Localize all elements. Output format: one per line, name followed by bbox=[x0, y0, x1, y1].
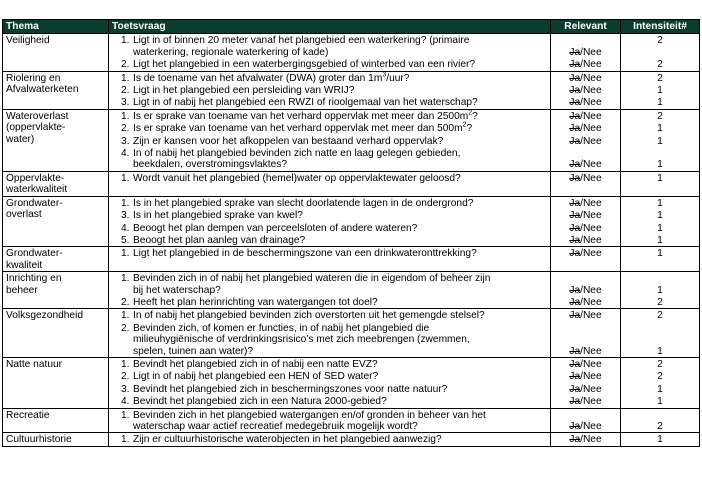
intensiteit-cell bbox=[621, 357, 700, 370]
question-cell bbox=[109, 109, 551, 122]
intensiteit-value: 1 bbox=[657, 123, 663, 135]
intensiteit-value: 1 bbox=[657, 434, 663, 446]
question-cell bbox=[109, 84, 551, 96]
intensiteit-value: 1 bbox=[657, 159, 663, 171]
question-cell bbox=[109, 357, 551, 370]
question-text: 4. Bevindt het plangebied zich in een Natura 2000-gebied? bbox=[121, 396, 387, 408]
question-number: 1. bbox=[121, 310, 130, 322]
relevant-cell bbox=[551, 122, 621, 134]
question-number: 1. bbox=[121, 35, 130, 47]
thema-cell bbox=[3, 357, 109, 408]
header-relevant: Relevant bbox=[551, 20, 621, 34]
relevant-answer bbox=[569, 97, 601, 108]
table-row bbox=[3, 309, 700, 322]
relevant-answer bbox=[569, 384, 601, 395]
header-row bbox=[3, 20, 700, 34]
question-number: 1. bbox=[121, 248, 130, 260]
relevant-cell bbox=[551, 408, 621, 433]
thema-label: Grondwater- bbox=[6, 197, 63, 209]
intensiteit-value: 1 bbox=[657, 135, 663, 147]
answer-ja-struck: Ja bbox=[569, 371, 581, 383]
header-thema: Thema bbox=[3, 20, 109, 34]
answer-nee: /Nee bbox=[580, 396, 602, 408]
relevant-answer bbox=[569, 235, 601, 246]
answer-ja-struck: Ja bbox=[569, 383, 581, 395]
relevant-cell bbox=[551, 296, 621, 309]
relevant-cell bbox=[551, 71, 621, 84]
answer-ja-struck: Ja bbox=[569, 72, 581, 84]
question-cell bbox=[109, 296, 551, 309]
intensiteit-cell bbox=[621, 234, 700, 247]
thema-cell bbox=[3, 196, 109, 247]
thema-label: Oppervlakte- bbox=[6, 172, 65, 184]
relevant-cell bbox=[551, 370, 621, 382]
answer-nee: /Nee bbox=[580, 72, 602, 84]
intensiteit-cell bbox=[621, 109, 700, 122]
answer-ja-struck: Ja bbox=[569, 310, 581, 322]
answer-nee: /Nee bbox=[580, 383, 602, 395]
intensiteit-cell bbox=[621, 196, 700, 209]
answer-nee: /Nee bbox=[580, 371, 602, 383]
spacer bbox=[554, 334, 617, 345]
table-row bbox=[3, 171, 700, 196]
answer-ja-struck: Ja bbox=[569, 222, 581, 234]
relevant-answer bbox=[569, 59, 601, 70]
thema-cell bbox=[3, 34, 109, 71]
question-number: 2. bbox=[121, 59, 130, 71]
answer-nee: /Nee bbox=[580, 234, 602, 246]
question-text: 1. Is er sprake van toename van het verhard oppervlak met meer dan $2500m^2$? bbox=[121, 109, 478, 122]
answer-ja-struck: Ja bbox=[569, 97, 581, 109]
question-cell bbox=[109, 433, 551, 446]
intensiteit-cell bbox=[621, 122, 700, 134]
question-text-continued: milieuhygiënische of verdrinkingsrisico’s met zich meebrengen (zwemmen, bbox=[133, 334, 470, 346]
question-text: 1. Is in het plangebied sprake van slecht doorlatende lagen in de ondergrond? bbox=[121, 197, 474, 209]
intensiteit-value: 1 bbox=[657, 248, 663, 260]
relevant-answer bbox=[569, 85, 601, 96]
intensiteit-cell bbox=[621, 370, 700, 382]
intensiteit-cell bbox=[621, 272, 700, 296]
intensiteit-cell bbox=[621, 147, 700, 171]
table-row bbox=[3, 357, 700, 370]
toets-table bbox=[2, 19, 700, 447]
question-cell bbox=[109, 272, 551, 296]
thema-cell bbox=[3, 171, 109, 196]
answer-nee: /Nee bbox=[580, 210, 602, 222]
intensiteit-cell bbox=[621, 395, 700, 408]
thema-label: overlast bbox=[6, 209, 42, 221]
relevant-answer bbox=[569, 359, 601, 370]
question-number: 4. bbox=[121, 396, 130, 408]
toets-table-container bbox=[2, 19, 699, 447]
question-cell bbox=[109, 370, 551, 382]
answer-ja-struck: Ja bbox=[569, 85, 581, 97]
relevant-cell bbox=[551, 196, 621, 209]
question-number: 3. bbox=[121, 135, 130, 147]
answer-ja-struck: Ja bbox=[569, 248, 581, 260]
question-text: 1. Ligt het plangebied in de beschermingszone van een drinkwateronttrekking? bbox=[121, 248, 477, 260]
intensiteit-value: 2 bbox=[657, 371, 663, 383]
relevant-cell bbox=[551, 357, 621, 370]
relevant-answer bbox=[569, 111, 601, 122]
question-cell bbox=[109, 96, 551, 109]
answer-ja-struck: Ja bbox=[569, 159, 581, 171]
question-text: 5. Beoogt het plan aanleg van drainage? bbox=[121, 234, 306, 246]
relevant-cell bbox=[551, 222, 621, 234]
relevant-answer bbox=[569, 73, 601, 84]
question-number: 4. bbox=[121, 222, 130, 234]
intensiteit-cell bbox=[621, 322, 700, 358]
question-text: 1. Bevindt het plangebied zich in of nabij een natte EVZ? bbox=[121, 358, 378, 370]
thema-label: Grondwater- bbox=[6, 248, 63, 260]
thema-label: water) bbox=[6, 133, 35, 145]
thema-label: beheer bbox=[6, 284, 38, 296]
intensiteit-cell bbox=[621, 247, 700, 272]
table-body bbox=[3, 34, 700, 446]
relevant-answer bbox=[569, 223, 601, 234]
table-row bbox=[3, 433, 700, 446]
question-cell bbox=[109, 58, 551, 71]
thema-label: Riolering en bbox=[6, 72, 61, 84]
question-cell bbox=[109, 408, 551, 433]
intensiteit-cell bbox=[621, 408, 700, 433]
answer-ja-struck: Ja bbox=[569, 284, 581, 296]
answer-nee: /Nee bbox=[580, 222, 602, 234]
relevant-cell bbox=[551, 96, 621, 109]
question-cell bbox=[109, 34, 551, 58]
question-number: 1. bbox=[121, 110, 130, 122]
question-text: 3. Zijn er kansen voor het afkoppelen van bestaand verhard oppervlak? bbox=[121, 135, 444, 147]
spacer bbox=[554, 323, 617, 334]
intensiteit-cell bbox=[621, 383, 700, 395]
intensiteit-value: 1 bbox=[657, 383, 663, 395]
spacer bbox=[554, 410, 617, 421]
question-text: 4. In of nabij het plangebied bevinden zich natte en laag gelegen gebieden, bbox=[121, 148, 461, 160]
relevant-answer bbox=[569, 371, 601, 382]
relevant-cell bbox=[551, 58, 621, 71]
intensiteit-value: 2 bbox=[657, 35, 663, 47]
question-cell bbox=[109, 322, 551, 358]
answer-nee: /Nee bbox=[580, 420, 602, 432]
question-number: 1. bbox=[121, 409, 130, 421]
answer-nee: /Nee bbox=[580, 123, 602, 135]
intensiteit-cell bbox=[621, 309, 700, 322]
question-text-continued: waterschap waar actief recreatief medegebruik mogelijk wordt? bbox=[133, 421, 418, 432]
intensiteit-value: 2 bbox=[657, 358, 663, 370]
relevant-answer bbox=[569, 421, 601, 432]
relevant-answer bbox=[569, 47, 601, 58]
spacer bbox=[554, 273, 617, 284]
relevant-cell bbox=[551, 322, 621, 358]
header-intensiteit: Intensiteit# bbox=[621, 20, 700, 34]
question-text-continued: spelen, tuinen aan water)? bbox=[133, 345, 254, 357]
question-text-continued: bij het waterschap? bbox=[133, 284, 221, 296]
spacer bbox=[624, 148, 696, 159]
question-number: 3. bbox=[121, 383, 130, 395]
question-cell bbox=[109, 209, 551, 221]
intensiteit-value: 2 bbox=[657, 296, 663, 308]
answer-ja-struck: Ja bbox=[569, 234, 581, 246]
intensiteit-cell bbox=[621, 34, 700, 58]
relevant-answer bbox=[569, 248, 601, 259]
relevant-cell bbox=[551, 433, 621, 446]
relevant-cell bbox=[551, 234, 621, 247]
question-number: 2. bbox=[121, 371, 130, 383]
intensiteit-value: 1 bbox=[657, 234, 663, 246]
answer-nee: /Nee bbox=[580, 345, 602, 357]
relevant-answer bbox=[569, 310, 601, 321]
spacer bbox=[624, 323, 696, 334]
relevant-cell bbox=[551, 395, 621, 408]
question-text: 3. Ligt in of nabij het plangebied een RWZI of rioolgemaal van het waterschap? bbox=[121, 97, 478, 109]
question-number: 3. bbox=[121, 210, 130, 222]
question-text: 2. Heeft het plan herinrichting van watergangen tot doel? bbox=[121, 296, 378, 308]
table-row bbox=[3, 71, 700, 84]
question-text: 1. Wordt vanuit het plangebied (hemel)water op oppervlaktewater geloosd? bbox=[121, 172, 461, 184]
thema-cell bbox=[3, 433, 109, 446]
answer-ja-struck: Ja bbox=[569, 296, 581, 308]
thema-label: (oppervlakte- bbox=[6, 122, 66, 134]
thema-label: Natte natuur bbox=[6, 358, 63, 370]
answer-ja-struck: Ja bbox=[569, 197, 581, 209]
question-number: 1. bbox=[121, 197, 130, 209]
answer-nee: /Nee bbox=[580, 59, 602, 71]
intensiteit-value: 1 bbox=[657, 197, 663, 209]
question-number: 1. bbox=[121, 273, 130, 285]
answer-ja-struck: Ja bbox=[569, 345, 581, 357]
intensiteit-value: 1 bbox=[657, 210, 663, 222]
question-number: 3. bbox=[121, 97, 130, 109]
relevant-cell bbox=[551, 272, 621, 296]
question-cell bbox=[109, 247, 551, 272]
question-number: 1. bbox=[121, 358, 130, 370]
answer-ja-struck: Ja bbox=[569, 172, 581, 184]
thema-cell bbox=[3, 109, 109, 171]
question-cell bbox=[109, 122, 551, 134]
relevant-cell bbox=[551, 109, 621, 122]
answer-nee: /Nee bbox=[580, 296, 602, 308]
question-cell bbox=[109, 309, 551, 322]
table-row bbox=[3, 34, 700, 58]
question-text: 2. Ligt in het plangebied een persleiding van WRIJ? bbox=[121, 85, 355, 97]
relevant-cell bbox=[551, 383, 621, 395]
spacer bbox=[554, 35, 617, 46]
answer-ja-struck: Ja bbox=[569, 46, 581, 58]
intensiteit-cell bbox=[621, 209, 700, 221]
answer-nee: /Nee bbox=[580, 284, 602, 296]
answer-nee: /Nee bbox=[580, 110, 602, 122]
question-cell bbox=[109, 222, 551, 234]
answer-nee: /Nee bbox=[580, 85, 602, 97]
thema-label: Veiligheid bbox=[6, 35, 50, 47]
table-row bbox=[3, 272, 700, 296]
intensiteit-value: 2 bbox=[657, 59, 663, 71]
question-cell bbox=[109, 147, 551, 171]
question-number: 2. bbox=[121, 85, 130, 97]
intensiteit-cell bbox=[621, 135, 700, 147]
answer-ja-struck: Ja bbox=[569, 59, 581, 71]
intensiteit-value: 2 bbox=[657, 72, 663, 84]
intensiteit-cell bbox=[621, 96, 700, 109]
relevant-answer bbox=[569, 396, 601, 407]
answer-nee: /Nee bbox=[580, 172, 602, 184]
relevant-cell bbox=[551, 84, 621, 96]
relevant-answer bbox=[569, 159, 601, 170]
question-text-continued: beekdalen, overstromingsvlaktes? bbox=[133, 159, 288, 171]
relevant-answer bbox=[569, 123, 601, 134]
table-row bbox=[3, 408, 700, 433]
relevant-answer bbox=[569, 136, 601, 147]
question-text: 1. Zijn er cultuurhistorische waterobjecten in het plangebied aanwezig? bbox=[121, 434, 442, 446]
question-text: 2. Ligt in of nabij het plangebied een HEN of SED water? bbox=[121, 371, 379, 383]
answer-ja-struck: Ja bbox=[569, 358, 581, 370]
question-text-continued: waterkering, regionale waterkering of kade) bbox=[133, 46, 329, 58]
table-row bbox=[3, 109, 700, 122]
question-number: 2. bbox=[121, 123, 130, 135]
thema-label: waterkwaliteit bbox=[6, 184, 68, 196]
question-text: 1. Bevinden zich in het plangebied watergangen en/of gronden in beheer van het bbox=[121, 409, 486, 421]
question-number: 5. bbox=[121, 234, 130, 246]
question-text: 1. Is de toename van het afvalwater (DWA) groter dan $1m^3$/uur? bbox=[121, 71, 410, 84]
spacer bbox=[624, 273, 696, 284]
intensiteit-value: 2 bbox=[657, 420, 663, 432]
answer-nee: /Nee bbox=[580, 310, 602, 322]
intensiteit-value: 1 bbox=[657, 172, 663, 184]
question-cell bbox=[109, 395, 551, 408]
answer-nee: /Nee bbox=[580, 197, 602, 209]
question-text: 1. Ligt in of binnen 20 meter vanaf het plangebied een waterkering? (primaire bbox=[121, 35, 470, 47]
intensiteit-cell bbox=[621, 171, 700, 196]
intensiteit-value: 2 bbox=[657, 110, 663, 122]
thema-label: Recreatie bbox=[6, 409, 50, 421]
relevant-cell bbox=[551, 34, 621, 58]
question-cell bbox=[109, 71, 551, 84]
answer-nee: /Nee bbox=[580, 46, 602, 58]
question-text: 2. Is er sprake van toename van het verhard oppervlak met meer dan $500m^2$? bbox=[121, 121, 473, 135]
question-number: 1. bbox=[121, 72, 130, 84]
answer-nee: /Nee bbox=[580, 358, 602, 370]
question-number: 1. bbox=[121, 172, 130, 184]
intensiteit-value: 1 bbox=[657, 284, 663, 296]
relevant-cell bbox=[551, 247, 621, 272]
intensiteit-value: 1 bbox=[657, 97, 663, 109]
thema-cell bbox=[3, 408, 109, 433]
answer-ja-struck: Ja bbox=[569, 210, 581, 222]
relevant-cell bbox=[551, 147, 621, 171]
question-cell bbox=[109, 383, 551, 395]
intensiteit-value: 1 bbox=[657, 222, 663, 234]
spacer bbox=[554, 148, 617, 159]
answer-nee: /Nee bbox=[580, 97, 602, 109]
answer-nee: /Nee bbox=[580, 135, 602, 147]
relevant-answer bbox=[569, 434, 601, 445]
answer-ja-struck: Ja bbox=[569, 434, 581, 446]
answer-ja-struck: Ja bbox=[569, 135, 581, 147]
thema-label: Wateroverlast bbox=[6, 110, 69, 122]
thema-cell bbox=[3, 309, 109, 358]
question-number: 2. bbox=[121, 296, 130, 308]
relevant-answer bbox=[569, 285, 601, 296]
table-row bbox=[3, 247, 700, 272]
thema-label: Inrichting en bbox=[6, 273, 62, 285]
intensiteit-cell bbox=[621, 222, 700, 234]
answer-ja-struck: Ja bbox=[569, 123, 581, 135]
answer-nee: /Nee bbox=[580, 434, 602, 446]
intensiteit-value: 1 bbox=[657, 345, 663, 357]
question-text: 1. In of nabij het plangebied bevinden zich overstorten uit het gemengde stelsel? bbox=[121, 310, 485, 322]
question-text: 4. Beoogt het plan dempen van perceelsloten of andere wateren? bbox=[121, 222, 418, 234]
thema-cell bbox=[3, 247, 109, 272]
thema-label: Afvalwaterketen bbox=[6, 84, 79, 96]
answer-ja-struck: Ja bbox=[569, 396, 581, 408]
intensiteit-cell bbox=[621, 296, 700, 309]
question-number: 2. bbox=[121, 322, 130, 334]
intensiteit-value: 1 bbox=[657, 85, 663, 97]
relevant-answer bbox=[569, 198, 601, 209]
intensiteit-cell bbox=[621, 433, 700, 446]
relevant-answer bbox=[569, 297, 601, 308]
relevant-cell bbox=[551, 171, 621, 196]
relevant-answer bbox=[569, 173, 601, 184]
question-text: 1. Bevinden zich in of nabij het plangebied wateren die in eigendom of beheer zijn bbox=[121, 273, 491, 285]
relevant-cell bbox=[551, 135, 621, 147]
table-row bbox=[3, 196, 700, 209]
question-number: 4. bbox=[121, 148, 130, 160]
thema-cell bbox=[3, 272, 109, 309]
relevant-answer bbox=[569, 210, 601, 221]
answer-ja-struck: Ja bbox=[569, 420, 581, 432]
intensiteit-cell bbox=[621, 58, 700, 71]
thema-label: Volksgezondheid bbox=[6, 310, 84, 322]
question-number: 1. bbox=[121, 434, 130, 446]
answer-ja-struck: Ja bbox=[569, 110, 581, 122]
question-text: 2. Ligt het plangebied in een waterbergingsgebied of winterbed van een rivier? bbox=[121, 59, 476, 71]
relevant-cell bbox=[551, 209, 621, 221]
thema-label: Cultuurhistorie bbox=[6, 434, 72, 446]
question-cell bbox=[109, 135, 551, 147]
question-text: 3. Is in het plangebied sprake van kwel? bbox=[121, 210, 303, 222]
question-cell bbox=[109, 171, 551, 196]
header-toetsvraag: Toetsvraag bbox=[109, 20, 551, 34]
intensiteit-cell bbox=[621, 71, 700, 84]
answer-nee: /Nee bbox=[580, 248, 602, 260]
thema-label: kwaliteit bbox=[6, 259, 43, 271]
intensiteit-value: 2 bbox=[657, 310, 663, 322]
intensiteit-cell bbox=[621, 84, 700, 96]
question-cell bbox=[109, 196, 551, 209]
answer-nee: /Nee bbox=[580, 159, 602, 171]
question-text: 3. Bevindt het plangebied zich in beschermingszones voor natte natuur? bbox=[121, 383, 448, 395]
question-cell bbox=[109, 234, 551, 247]
intensiteit-value: 1 bbox=[657, 396, 663, 408]
relevant-cell bbox=[551, 309, 621, 322]
thema-cell bbox=[3, 71, 109, 109]
question-text: 2. Bevinden zich, of komen er functies, in of nabij het plangebied die bbox=[121, 322, 430, 334]
relevant-answer bbox=[569, 346, 601, 357]
spacer bbox=[624, 410, 696, 421]
spacer bbox=[624, 334, 696, 345]
